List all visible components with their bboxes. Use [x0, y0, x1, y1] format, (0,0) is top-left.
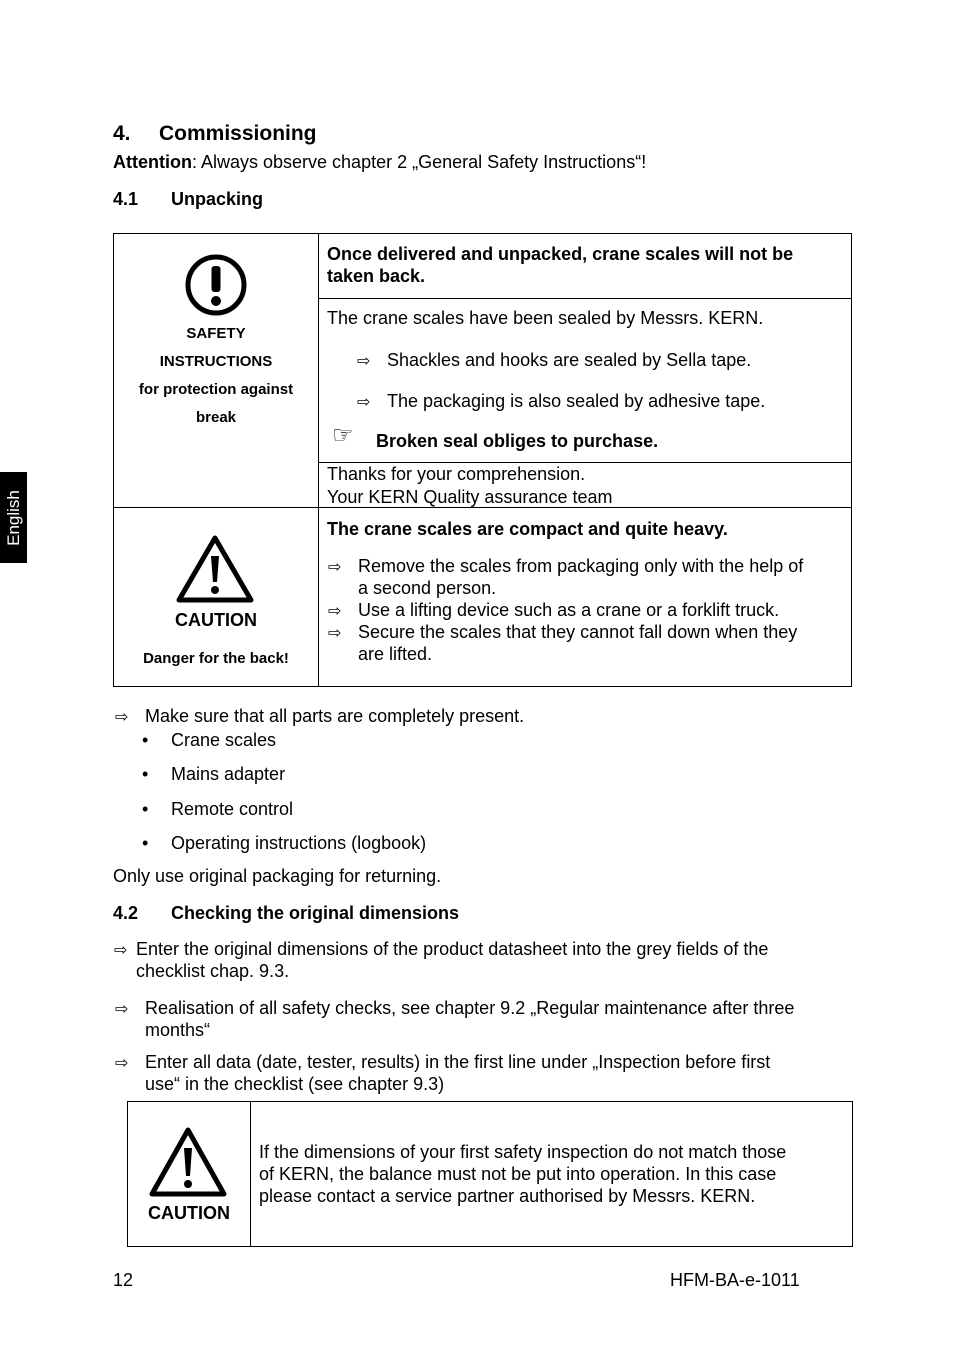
caution-label: CAUTION	[148, 1203, 230, 1223]
exclamation-circle-icon	[184, 253, 248, 317]
step-text: checklist chap. 9.3.	[136, 961, 290, 981]
bullet-icon: •	[142, 833, 149, 853]
caution-label: CAUTION	[175, 610, 257, 630]
subsection-number: 4.1	[113, 189, 139, 209]
heavy-item: Use a lifting device such as a crane or a forklift truck.	[358, 600, 780, 620]
step-text: use“ in the checklist (see chapter 9.3)	[145, 1074, 445, 1094]
caution-text: please contact a service partner authorised by Messrs. KERN.	[259, 1186, 756, 1206]
list-item: Mains adapter	[171, 764, 286, 784]
arrow-icon: ⇨	[328, 625, 342, 642]
arrow-icon: ⇨	[328, 603, 342, 620]
subsection-title: Checking the original dimensions	[171, 903, 460, 923]
step-text: months“	[145, 1020, 211, 1040]
thanks-text: Thanks for your comprehension.	[327, 464, 586, 484]
bullet-icon: •	[142, 799, 149, 819]
cell-divider	[318, 462, 851, 463]
table-divider	[250, 1102, 251, 1246]
caution-text: If the dimensions of your first safety inspection do not match those	[259, 1142, 787, 1162]
warning-triangle-icon	[148, 1126, 228, 1198]
heavy-item: are lifted.	[358, 644, 433, 664]
hand-pointer-icon: ☞	[332, 422, 354, 449]
list-item: Crane scales	[171, 730, 277, 750]
heavy-item: Secure the scales that they cannot fall down when they	[358, 622, 798, 642]
heavy-heading: The crane scales are compact and quite heavy.	[327, 519, 728, 539]
language-tab	[0, 472, 27, 563]
arrow-icon: ⇨	[114, 942, 128, 959]
heavy-item: a second person.	[358, 578, 497, 598]
arrow-icon: ⇨	[115, 709, 129, 726]
returning-text: Only use original packaging for returning.	[113, 866, 442, 886]
warning-triangle-icon	[175, 534, 255, 604]
arrow-icon: ⇨	[115, 1001, 129, 1018]
cell-divider	[318, 298, 851, 299]
attention-text: : Always observe chapter 2 „General Safety Instructions“!	[191, 152, 647, 172]
caution-text: of KERN, the balance must not be put into operation. In this case	[259, 1164, 777, 1184]
page-number: 12	[113, 1270, 134, 1290]
section-title: Commissioning	[159, 122, 317, 145]
table-divider	[318, 234, 319, 686]
caution-sub: Danger for the back!	[143, 650, 289, 667]
list-item: Operating instructions (logbook)	[171, 833, 427, 853]
seal-item: Shackles and hooks are sealed by Sella tape.	[387, 350, 752, 370]
seal-item: The packaging is also sealed by adhesive tape.	[387, 391, 766, 411]
bullet-icon: •	[142, 730, 149, 750]
arrow-icon: ⇨	[328, 559, 342, 576]
arrow-icon: ⇨	[115, 1055, 129, 1072]
team-text: Your KERN Quality assurance team	[327, 487, 613, 507]
subsection-title: Unpacking	[171, 189, 264, 209]
heavy-item: Remove the scales from packaging only with the help of	[358, 556, 804, 576]
attention-line	[113, 152, 646, 173]
arrow-icon: ⇨	[357, 394, 371, 411]
sealed-text: The crane scales have been sealed by Messrs. KERN.	[327, 308, 764, 328]
section-number: 4.	[113, 122, 131, 145]
step-text: Realisation of all safety checks, see chapter 9.2 „Regular maintenance after three	[145, 998, 795, 1018]
parts-intro: Make sure that all parts are completely present.	[145, 706, 525, 726]
list-item: Remote control	[171, 799, 294, 819]
caution-table	[127, 1101, 853, 1247]
bullet-icon: •	[142, 764, 149, 784]
broken-seal-text: Broken seal obliges to purchase.	[376, 431, 659, 451]
language-tab-label: English	[3, 489, 23, 546]
notice-heading: taken back.	[327, 266, 426, 286]
notice-heading: Once delivered and unpacked, crane scales will not be	[327, 244, 794, 264]
subsection-number: 4.2	[113, 903, 139, 923]
safety-label: SAFETY INSTRUCTIONS for protection against break	[138, 325, 294, 426]
arrow-icon: ⇨	[357, 353, 371, 370]
document-id: HFM-BA-e-1011	[670, 1270, 800, 1290]
attention-label: Attention	[113, 152, 192, 172]
step-text: Enter all data (date, tester, results) in the first line under „Inspection before first	[145, 1052, 771, 1072]
step-text: Enter the original dimensions of the product datasheet into the grey fields of the	[136, 939, 769, 959]
safety-table	[113, 233, 852, 687]
